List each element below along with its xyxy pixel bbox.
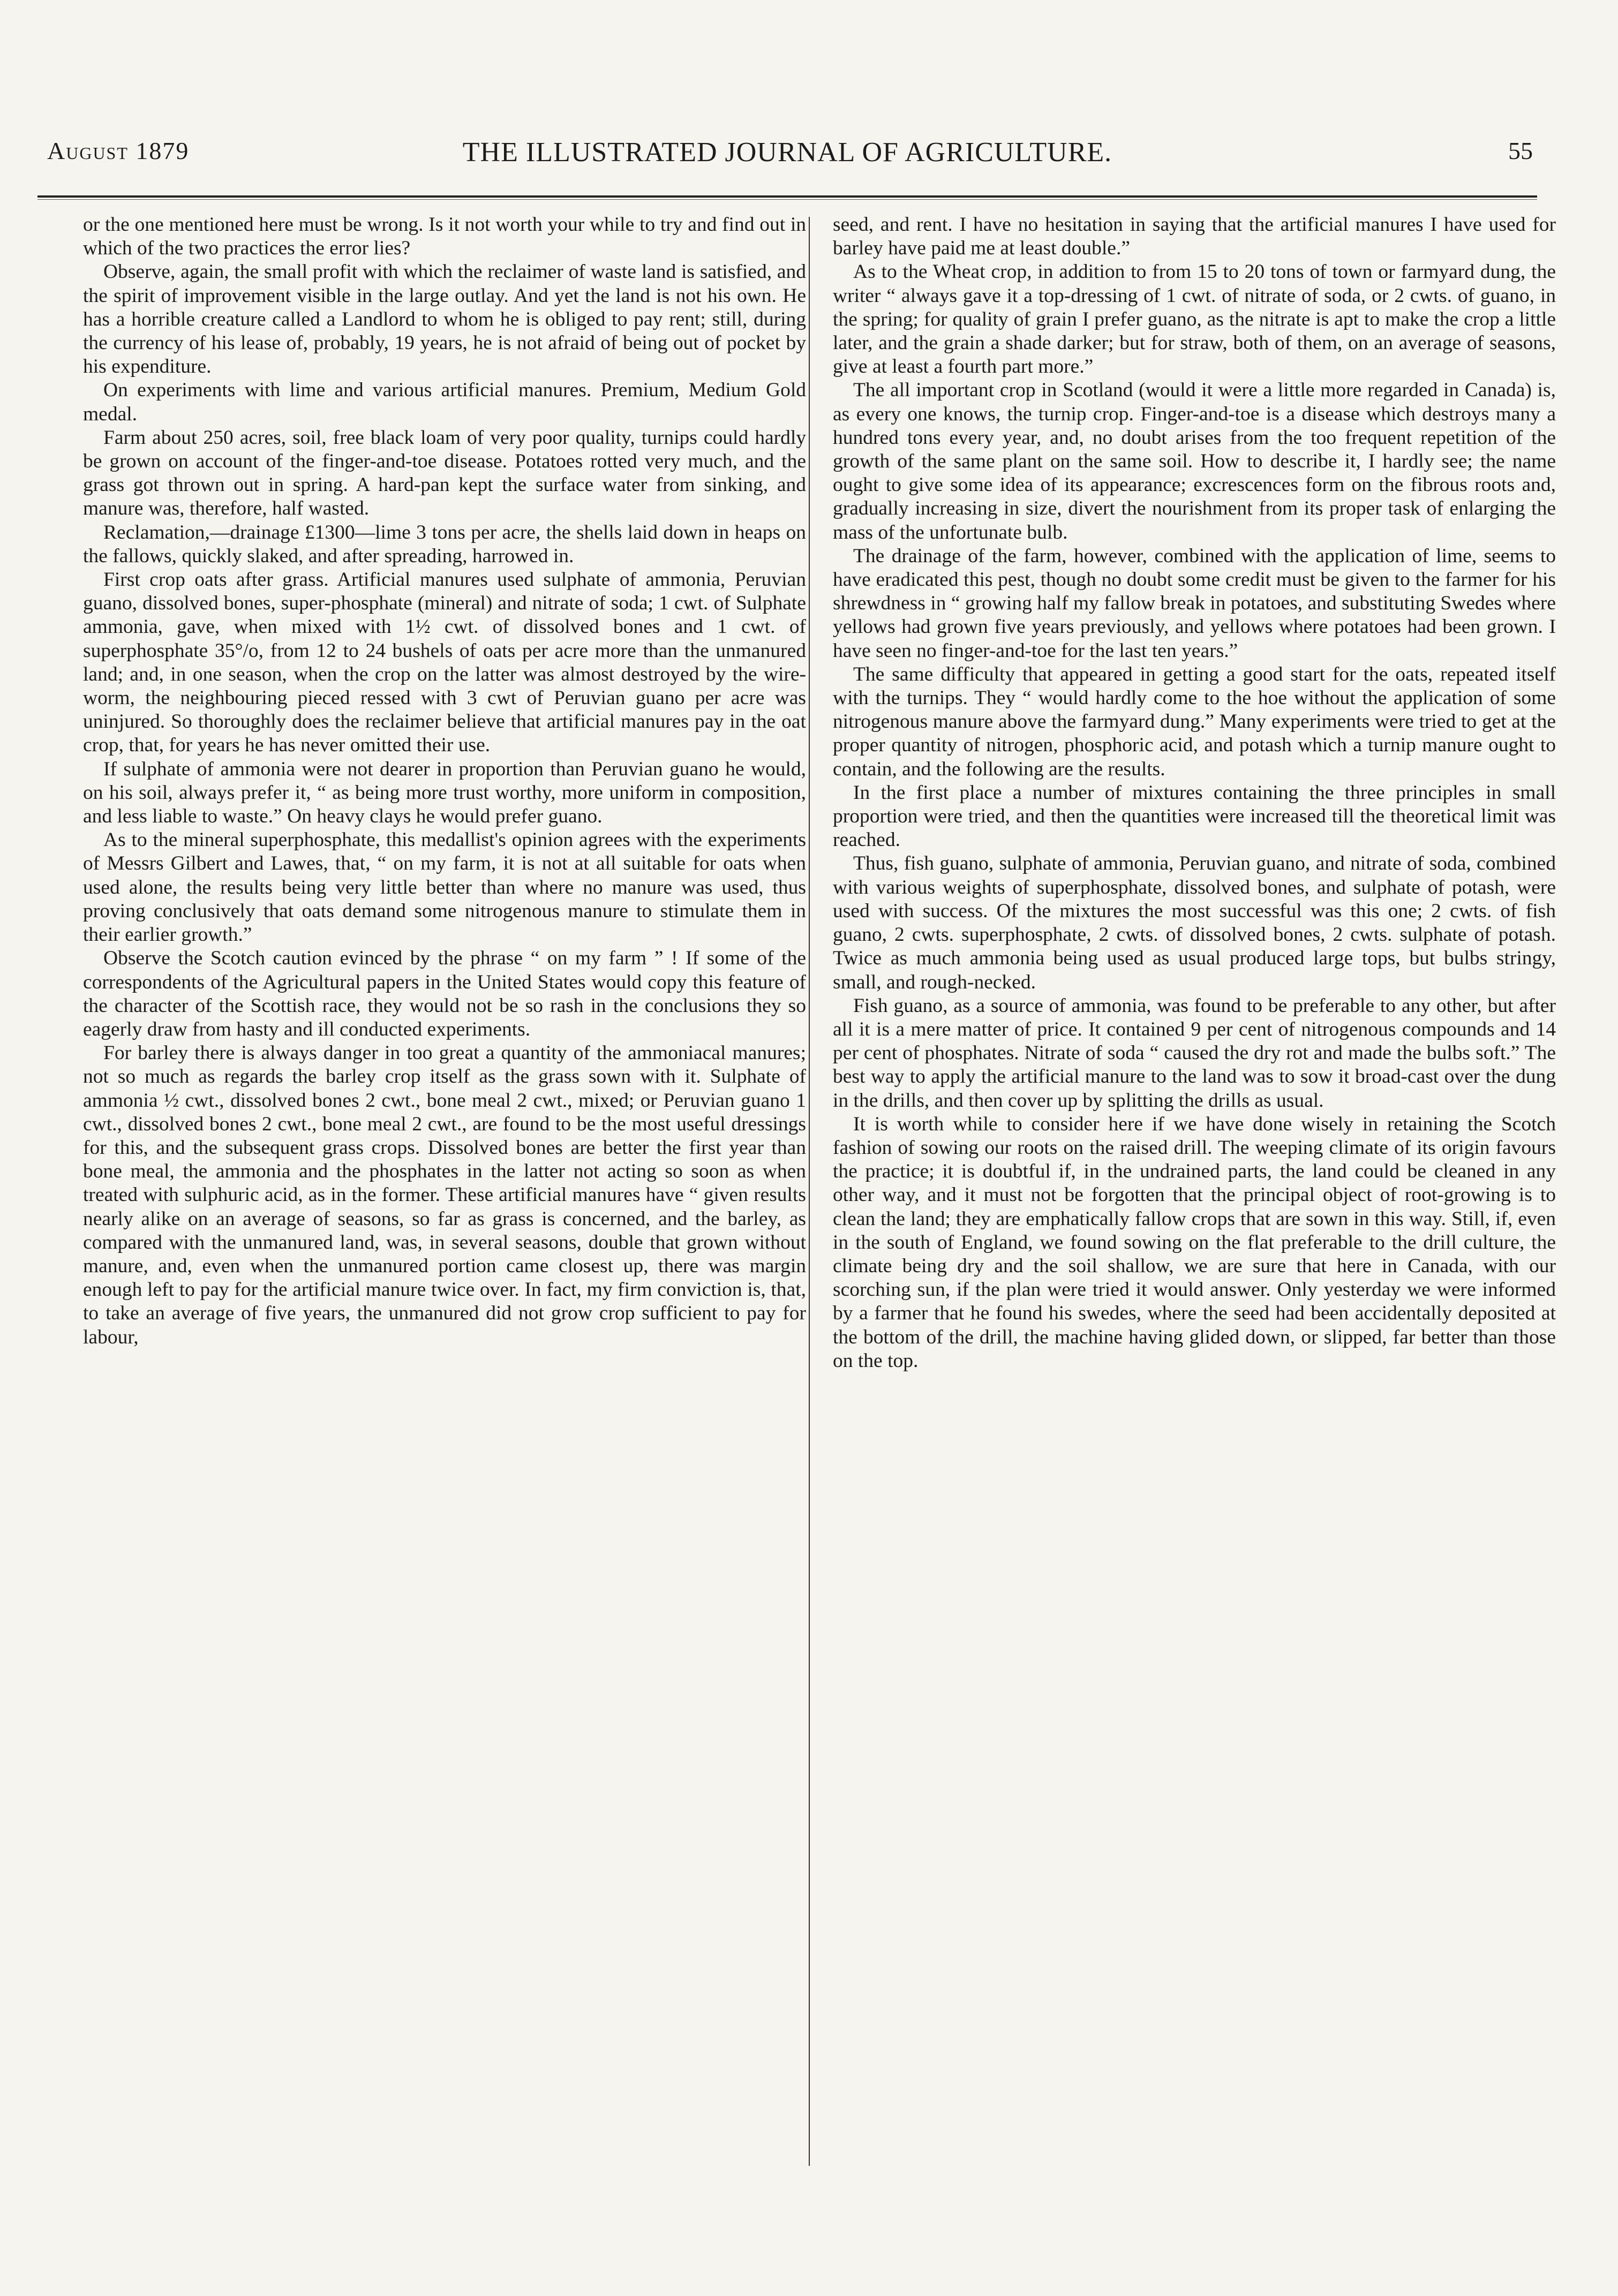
paragraph: seed, and rent. I have no hesitation in saying that the artificial manures I have used for barley have paid me at least double.” bbox=[833, 214, 1556, 260]
paragraph: Fish guano, as a source of ammonia, was found to be preferable to any other, but after all it is a mere matter of price. It contained 9 per cent of nitrogenous compounds and 14 per cent of phosphates. Nitrate of soda “ caused the dry rot and made the bulbs soft.” The best way to apply the artificial manure to the land was to sow it broad-cast over the dung in the drills, and then cover up by splitting the drills as usual. bbox=[833, 994, 1556, 1112]
paragraph: The same difficulty that appeared in getting a good start for the oats, repeated itself with the turnips. They “ would hardly come to the hoe without the application of some nitrogenous manure above the farmyard dung.” Many experiments were tried to get at the proper quantity of nitrogen, phosphoric acid, and potash which a turnip manure ought to contain, and the following are the results. bbox=[833, 663, 1556, 780]
right-column bbox=[833, 213, 1556, 1373]
header-rule bbox=[37, 195, 1537, 198]
paragraph: Farm about 250 acres, soil, free black loam of very poor quality, turnips could hardly be grown on account of the finger-and-toe disease. Potatoes rotted very much, and the grass got thrown out in spring. A hard-pan kept the surface water from sinking, and manure was, therefore, half wasted. bbox=[83, 426, 806, 520]
paragraph: Observe, again, the small profit with which the reclaimer of waste land is satisfied, and the spirit of improvement visible in the large outlay. And yet the land is not his own. He has a horrible creature called a Landlord to whom he is obliged to pay rent; still, during the currency of his lease of, probably, 19 years, he is not afraid of being out of pocket by his expenditure. bbox=[83, 261, 806, 378]
paragraph: or the one mentioned here must be wrong. Is it not worth your while to try and find out in which of the two practices the error lies? bbox=[83, 214, 806, 260]
paragraph: As to the mineral superphosphate, this medallist's opinion agrees with the experiments of Messrs Gilbert and Lawes, that, “ on my farm, it is not at all suitable for oats when used alone, the results being very little better than where no manure was used, thus proving conclusively that oats demand some nitrogenous manure to stimulate them in their earlier growth.” bbox=[83, 829, 806, 946]
paragraph: The all important crop in Scotland (would it were a little more regarded in Canada) is, as every one knows, the turnip crop. Finger-and-toe is a disease which destroys many a hundred tons every year, and, no doubt arises from the too frequent repetition of the growth of the same plant on the same soil. How to describe it, I hardly see; the name ought to give some idea of its appearance; excrescences form on the fibrous roots and, gradually increasing in size, divert the nourishment from its proper task of enlarging the mass of the unfortunate bulb. bbox=[833, 379, 1556, 543]
paragraph: In the first place a number of mixtures containing the three principles in small proportion were tried, and then the quantities were increased till the theoretical limit was reached. bbox=[833, 781, 1556, 851]
journal-title: THE ILLUSTRATED JOURNAL OF AGRICULTURE. bbox=[462, 137, 1112, 168]
paragraph: On experiments with lime and various artificial manures. Premium, Medium Gold medal. bbox=[83, 379, 806, 425]
paragraph: Reclamation,—drainage £1300—lime 3 tons per acre, the shells laid down in heaps on the fallows, quickly slaked, and after spreading, harrowed in. bbox=[83, 521, 806, 567]
paragraph: As to the Wheat crop, in addition to from 15 to 20 tons of town or farmyard dung, the writer “ always gave it a top-dressing of 1 cwt. of nitrate of soda, or 2 cwts. of guano, in the spring; for quality of grain I prefer guano, as the nitrate is apt to make the crop a little later, and the grain a shade darker; but for straw, both of them, on an average of seasons, give at least a fourth part more.” bbox=[833, 261, 1556, 378]
paragraph: Thus, fish guano, sulphate of ammonia, Peruvian guano, and nitrate of soda, combined with various weights of superphosphate, dissolved bones, and sulphate of potash, were used with success. Of the mixtures the most successful was this one; 2 cwts. of fish guano, 2 cwts. superphosphate, 2 cwts. of dissolved bones, 2 cwts. sulphate of potash. Twice as much ammonia being used as usual produced large tops, but bulbs stringy, small, and rough-necked. bbox=[833, 852, 1556, 993]
paragraph: Observe the Scotch caution evinced by the phrase “ on my farm ” ! If some of the correspondents of the Agricultural papers in the United States would copy this feature of the character of the Scottish race, they would not be so rash in the conclusions they so eagerly draw from hasty and ill conducted experiments. bbox=[83, 947, 806, 1040]
paragraph: For barley there is always danger in too great a quantity of the ammoniacal manures; not so much as regards the barley crop itself as the grass sown with it. Sulphate of ammonia ½ cwt., dissolved bones 2 cwt., bone meal 2 cwt., mixed; or Peruvian guano 1 cwt., dissolved bones 2 cwt., bone meal 2 cwt., are found to be the most useful dressings for this, and the subsequent grass crops. Dissolved bones are better the first year than bone meal, the ammonia and the phosphates in the latter not acting so soon as when treated with sulphuric acid, as in the former. These artificial manures have “ given results nearly alike on an average of seasons, so far as grass is concerned, and the barley, as compared with the unmanured land, was, in several seasons, double that grown without manure, and, even when the unmanured portion came closest up, there was margin enough left to pay for the artificial manure twice over. In fact, my firm conviction is, that, to take an average of five years, the unmanured did not grow crop sufficient to pay for labour, bbox=[83, 1042, 806, 1348]
page-number: 55 bbox=[1508, 137, 1533, 164]
paragraph: If sulphate of ammonia were not dearer in proportion than Peruvian guano he would, on his soil, always prefer it, “ as being more trust worthy, more uniform in composition, and less liable to waste.” On heavy clays he would prefer guano. bbox=[83, 758, 806, 828]
paragraph: The drainage of the farm, however, combined with the application of lime, seems to have eradicated this pest, though no doubt some credit must be given to the farmer for his shrewdness in “ growing half my fallow break in potatoes, and substituting Swedes where yellows had grown five years previously, and yellows where potatoes had been grown. I have seen no finger-and-toe for the last ten years.” bbox=[833, 545, 1556, 662]
left-column bbox=[83, 213, 806, 1349]
page-header bbox=[37, 137, 1537, 174]
paragraph: It is worth while to consider here if we have done wisely in retaining the Scotch fashion of sowing our roots on the raised drill. The weeping climate of its origin favours the practice; it is doubtful if, in the undrained parts, the land could be cleaned in any other way, and it must not be forgotten that the principal object of root-growing is to clean the land; they are emphatically fallow crops that are sown in this way. Still, if, even in the south of England, we found sowing on the flat preferable to the drill culture, the climate being dry and the soil shallow, we are sure that here in Canada, with our scorching sun, if the plan were tried it would answer. Only yesterday we were informed by a farmer that he found his swedes, where the seed had been accidentally deposited at the bottom of the drill, the machine having glided down, or slipped, far better than those on the top. bbox=[833, 1113, 1556, 1372]
issue-date: August 1879 bbox=[47, 137, 190, 164]
paragraph: First crop oats after grass. Artificial manures used sulphate of ammonia, Peruvian guano, dissolved bones, super-phosphate (mineral) and nitrate of soda; 1 cwt. of Sulphate ammonia, gave, when mixed with 1½ cwt. of dissolved bones and 1 cwt. of superphosphate 35°/o, from 12 to 24 bushels of oats per acre more than the unmanured land; and, in one season, when the crop on the latter was almost destroyed by the wire-worm, the neighbouring pieced ressed with 3 cwt of Peruvian guano per acre was uninjured. So thoroughly does the reclaimer believe that artificial manures pay in the oat crop, that, for years he has never omitted their use. bbox=[83, 569, 806, 757]
header-rule-thin bbox=[37, 199, 1537, 200]
column-divider bbox=[809, 217, 810, 2166]
